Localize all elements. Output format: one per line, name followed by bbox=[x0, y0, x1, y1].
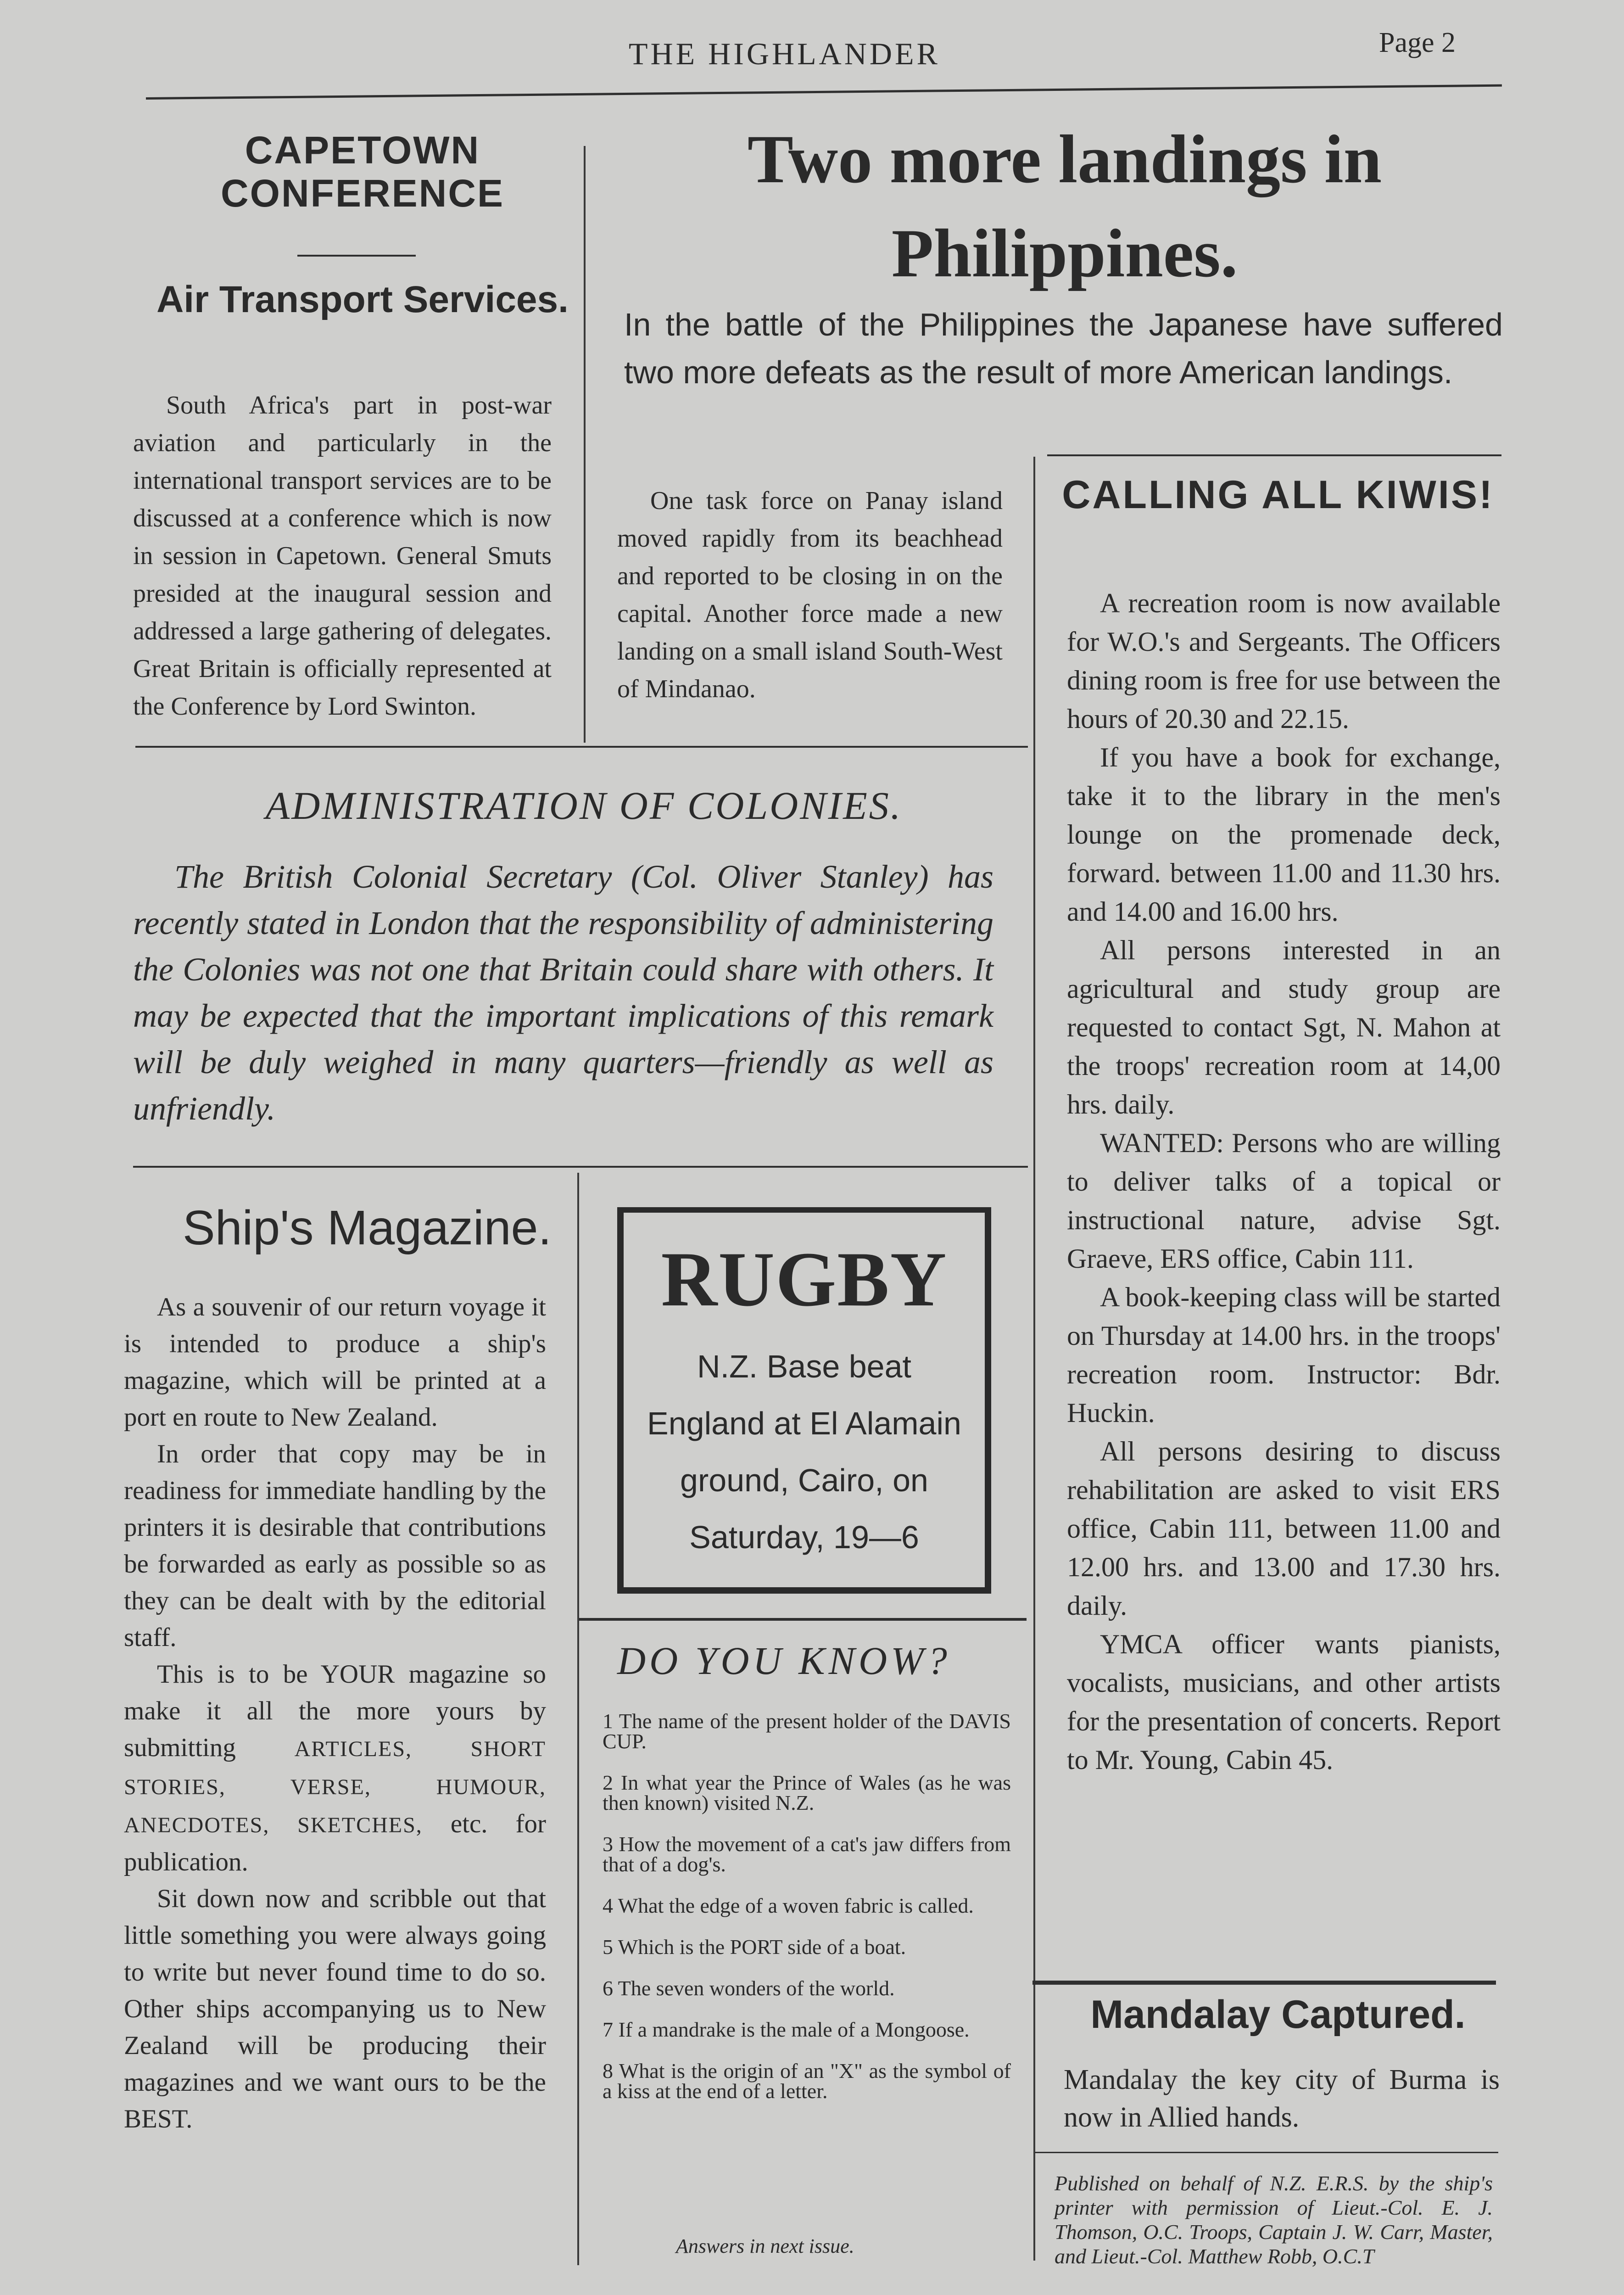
dyk-heading: DO YOU KNOW? bbox=[617, 1639, 951, 1683]
column-rule-bottom-left bbox=[577, 1173, 579, 2265]
mandalay-heading: Mandalay Captured. bbox=[1090, 1993, 1466, 2037]
dyk-question: 4 What the edge of a woven fabric is called. bbox=[603, 1894, 974, 1917]
kiwis-heading: CALLING ALL KIWIS! bbox=[1062, 473, 1494, 517]
rugby-line: N.Z. Base beat bbox=[697, 1349, 911, 1384]
page-number: Page 2 bbox=[1379, 27, 1456, 58]
kiwis-paragraph: A recreation room is now available for W.O.'s and Sergeants. The Officers dining room is free for use between the hours of 20.30 and 22.15. bbox=[1067, 588, 1501, 734]
mandalay-body: Mandalay the key city of Burma is now in Allied hands. bbox=[1064, 2064, 1500, 2133]
magazine-p3-start: This is to be YOUR magazine so make it all the more yours by submitting bbox=[124, 1660, 546, 1762]
administration-heading: ADMINISTRATION OF COLONIES. bbox=[265, 784, 903, 828]
dyk-question: 6 The seven wonders of the world. bbox=[603, 1976, 895, 2000]
kiwis-paragraph: If you have a book for exchange, take it to the library in the men's lounge on the promenade deck, forward. between 11.00 and 11.30 hrs. and 14.00 and 16.00 hrs. bbox=[1067, 742, 1501, 927]
dyk-question-list bbox=[603, 1711, 1011, 2122]
magazine-paragraph: In order that copy may be in readiness for immediate handling by the printers it is desirable that contributions be forwarded as early as possible so as they can be dealt with by the editorial staff. bbox=[124, 1439, 546, 1652]
capetown-divider bbox=[297, 255, 416, 257]
philippines-body: One task force on Panay island moved rapidly from its beachhead and reported to be closing in on the capital. Another force made a new landing on a small island South-West of Mindanao. bbox=[617, 487, 1003, 703]
dyk-question: 3 How the movement of a cat's jaw differs from that of a dog's. bbox=[603, 1832, 1011, 1876]
masthead-title: THE HIGHLANDER bbox=[629, 36, 940, 71]
philippines-lead: In the battle of the Philippines the Japanese have suffered two more defeats as the result of more American landings. bbox=[624, 307, 1503, 390]
masthead-rule bbox=[146, 84, 1502, 100]
kiwis-paragraph: All persons interested in an agricultural and study group are requested to contact Sgt, N. Mahon at the troops' recreation room at 14,00 hrs. daily. bbox=[1067, 935, 1501, 1120]
kiwis-paragraph: YMCA officer wants pianists, vocalists, musicians, and other artists for the presentation of concerts. Report to Mr. Young, Cabin 45. bbox=[1067, 1629, 1501, 1775]
kiwis-paragraph: A book-keeping class will be started on Thursday at 14.00 hrs. in the troops' recreation room. Instructor: Bdr. Huckin. bbox=[1067, 1282, 1501, 1428]
dyk-question: 1 The name of the present holder of the DAVIS CUP. bbox=[603, 1709, 1011, 1753]
magazine-p3-caps: ARTICLES, SHORT STORIES, VERSE, HUMOUR, ANECDOTES, SKETCHES, bbox=[124, 1737, 546, 1837]
rule-admin-top bbox=[135, 746, 1028, 748]
capetown-body: South Africa's part in post-war aviation and particularly in the international transport services are to be discussed at a conference which is now in session in Capetown. General Smuts presided at the inaugural session and addressed a large gathering of delegates. Great Britain is officially represented at the Conference by Lord Swinton. bbox=[133, 391, 552, 721]
rule-admin-bottom bbox=[133, 1166, 1028, 1168]
kiwis-body bbox=[1067, 584, 1501, 1779]
column-rule-top-left bbox=[584, 146, 586, 743]
rugby-body bbox=[617, 1338, 991, 1566]
dyk-question: 7 If a mandrake is the male of a Mongoose. bbox=[603, 2018, 970, 2041]
administration-body: The British Colonial Secretary (Col. Oliver Stanley) has recently stated in London that the responsibility of administering the Colonies was not one that Britain could share with others. It may be expected that the important implications of this remark will be duly weighed in many quarters—friendly as well as unfriendly. bbox=[133, 858, 993, 1127]
rule-mandalay-top bbox=[1032, 1981, 1496, 1985]
rugby-line: England at El Alamain bbox=[647, 1405, 961, 1441]
capetown-subheading: Air Transport Services. bbox=[156, 279, 569, 320]
kiwis-paragraph: All persons desiring to discuss rehabilitation are asked to visit ERS office, Cabin 111, between 11.00 and 12.00 hrs. and 13.00 and 17.30 hrs. daily. bbox=[1067, 1436, 1501, 1621]
rule-publisher-top bbox=[1035, 2152, 1498, 2153]
dyk-question: 5 Which is the PORT side of a boat. bbox=[603, 1935, 906, 1959]
dyk-question: 8 What is the origin of an "X" as the symbol of a kiss at the end of a letter. bbox=[603, 2059, 1011, 2103]
rugby-line: Saturday, 19—6 bbox=[689, 1519, 919, 1555]
rule-dyk-top bbox=[579, 1618, 1027, 1621]
publisher-note: Published on behalf of N.Z. E.R.S. by the ship's printer with permission of Lieut.-Col. E. J. Thomson, O.C. Troops, Captain J. W. Carr, Master, and Lieut.-Col. Matthew Robb, O.C.T bbox=[1055, 2172, 1493, 2268]
magazine-paragraph bbox=[124, 1656, 546, 1881]
philippines-heading: Two more landings in Philippines. bbox=[747, 121, 1382, 291]
rule-kiwis-top bbox=[1047, 454, 1501, 456]
rugby-heading: RUGBY bbox=[661, 1236, 948, 1322]
magazine-heading: Ship's Magazine. bbox=[183, 1201, 552, 1255]
kiwis-paragraph: WANTED: Persons who are willing to deliver talks of a topical or instructional nature, advise Sgt. Graeve, ERS office, Cabin 111. bbox=[1067, 1128, 1501, 1274]
dyk-footer: Answers in next issue. bbox=[676, 2235, 854, 2257]
magazine-p3-end: etc. for publication. bbox=[124, 1809, 546, 1876]
column-rule-right bbox=[1033, 457, 1035, 2261]
capetown-heading: CAPETOWN CONFERENCE bbox=[220, 129, 505, 215]
magazine-paragraph: Sit down now and scribble out that little something you were always going to write but never found time to do so. Other ships accompanying us to New Zealand will be producing their magazines and we want ours to be the BEST. bbox=[124, 1884, 546, 2133]
dyk-question: 2 In what year the Prince of Wales (as he was then known) visited N.Z. bbox=[603, 1771, 1011, 1814]
magazine-paragraph: As a souvenir of our return voyage it is intended to produce a ship's magazine, which will be printed at a port en route to New Zealand. bbox=[124, 1293, 546, 1432]
magazine-body bbox=[124, 1289, 546, 2138]
rugby-line: ground, Cairo, on bbox=[680, 1462, 928, 1498]
